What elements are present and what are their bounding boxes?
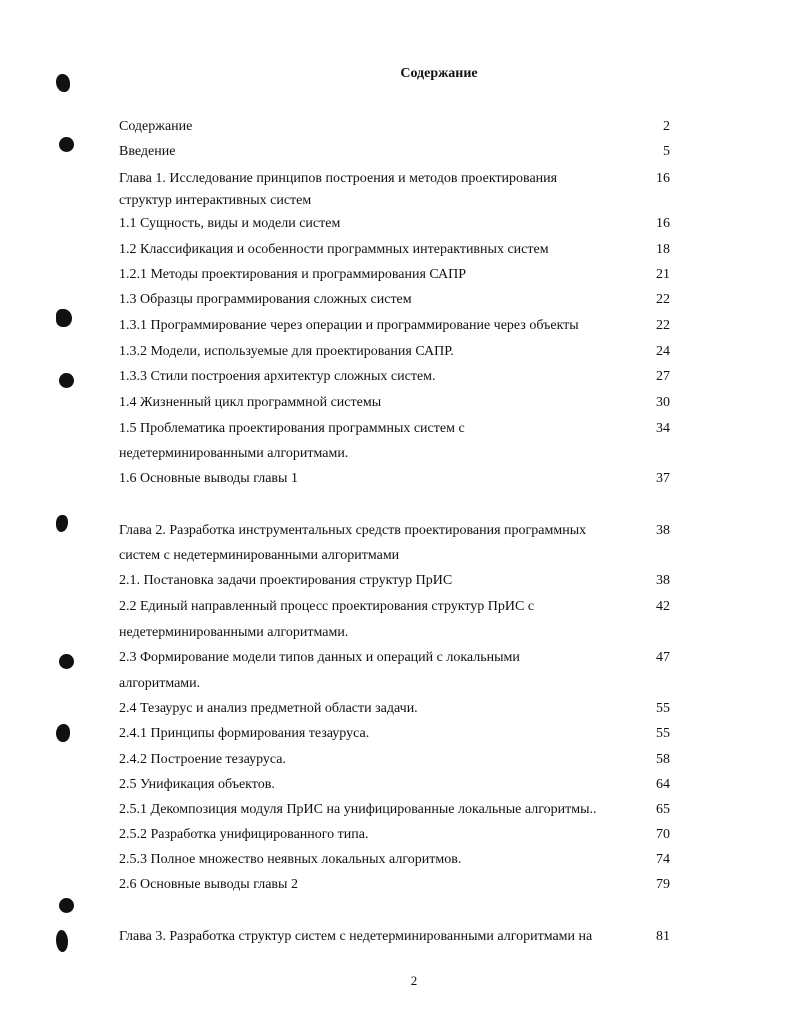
toc-entry: 2.3 Формирование модели типов данных и операций с локальными	[119, 650, 520, 665]
toc-page-number: 38	[656, 523, 670, 538]
toc-page-number: 79	[656, 877, 670, 892]
toc-page-number: 65	[656, 802, 670, 817]
toc-entry: Глава 3. Разработка структур систем с недетерминированными алгоритмами на	[119, 929, 593, 944]
ink-blot	[56, 724, 70, 742]
toc-entry: 1.3 Образцы программирования сложных систем	[119, 292, 412, 307]
ink-blot	[56, 74, 70, 92]
toc-entry: 2.4.2 Построение тезауруса.	[119, 752, 286, 767]
toc-page-number: 24	[656, 344, 670, 359]
toc-entry: структур интерактивных систем	[119, 193, 312, 208]
toc-page-number: 38	[656, 573, 670, 588]
punch-hole	[59, 373, 74, 388]
toc-entry: 2.5 Унификация объектов.	[119, 777, 275, 792]
ink-blot	[56, 515, 68, 532]
toc-entry: 2.2 Единый направленный процесс проектирования структур ПрИС с	[119, 599, 535, 614]
toc-entry: 2.6 Основные выводы главы 2	[119, 877, 298, 892]
toc-entry: Содержание	[119, 119, 193, 134]
toc-entry: недетерминированными алгоритмами.	[119, 446, 349, 461]
toc-page-number: 34	[656, 421, 670, 436]
punch-hole	[59, 654, 74, 669]
toc-entry: 2.5.1 Декомпозиция модуля ПрИС на унифицированные локальные алгоритмы..	[119, 802, 597, 817]
toc-page-number: 58	[656, 752, 670, 767]
toc-entry: 2.5.3 Полное множество неявных локальных алгоритмов.	[119, 852, 462, 867]
toc-page-number: 30	[656, 395, 670, 410]
toc-page-number: 47	[656, 650, 670, 665]
toc-entry: Введение	[119, 144, 176, 159]
toc-page-number: 22	[656, 292, 670, 307]
toc-entry: 1.1 Сущность, виды и модели систем	[119, 216, 341, 231]
toc-page-number: 5	[663, 144, 670, 159]
toc-page-number: 70	[656, 827, 670, 842]
toc-entry: 1.3.3 Стили построения архитектур сложных систем.	[119, 369, 436, 384]
page-title: Содержание	[400, 66, 478, 81]
toc-page-number: 22	[656, 318, 670, 333]
toc-entry: 1.3.2 Модели, используемые для проектирования САПР.	[119, 344, 454, 359]
toc-entry: систем с недетерминированными алгоритмами	[119, 548, 400, 563]
toc-page-number: 37	[656, 471, 670, 486]
ink-blot	[56, 309, 72, 327]
toc-page-number: 55	[656, 726, 670, 741]
toc-page-number: 42	[656, 599, 670, 614]
toc-page-number: 16	[656, 216, 670, 231]
punch-hole	[59, 898, 74, 913]
toc-page-number: 16	[656, 171, 670, 186]
toc-entry: 2.4 Тезаурус и анализ предметной области задачи.	[119, 701, 418, 716]
toc-entry: 1.2 Классификация и особенности программных интерактивных систем	[119, 242, 549, 257]
toc-page-number: 81	[656, 929, 670, 944]
page-number: 2	[410, 973, 418, 988]
toc-entry: 1.6 Основные выводы главы 1	[119, 471, 298, 486]
toc-entry: 1.5 Проблематика проектирования программных систем с	[119, 421, 465, 436]
toc-entry: недетерминированными алгоритмами.	[119, 625, 349, 640]
ink-blot	[56, 930, 68, 952]
toc-page-number: 64	[656, 777, 670, 792]
toc-entry: 2.5.2 Разработка унифицированного типа.	[119, 827, 369, 842]
toc-entry: 2.1. Постановка задачи проектирования структур ПрИС	[119, 573, 453, 588]
punch-hole	[59, 137, 74, 152]
toc-page-number: 2	[663, 119, 670, 134]
toc-entry: Глава 1. Исследование принципов построения и методов проектирования	[119, 171, 558, 186]
toc-entry: алгоритмами.	[119, 676, 201, 691]
toc-page-number: 21	[656, 267, 670, 282]
toc-entry: Глава 2. Разработка инструментальных средств проектирования программных	[119, 523, 587, 538]
toc-page-number: 27	[656, 369, 670, 384]
toc-entry: 1.2.1 Методы проектирования и программирования САПР	[119, 267, 467, 282]
toc-entry: 2.4.1 Принципы формирования тезауруса.	[119, 726, 370, 741]
toc-entry: 1.4 Жизненный цикл программной системы	[119, 395, 382, 410]
toc-page-number: 74	[656, 852, 670, 867]
toc-entry: 1.3.1 Программирование через операции и программирование через объекты	[119, 318, 579, 333]
toc-page-number: 18	[656, 242, 670, 257]
toc-page-number: 55	[656, 701, 670, 716]
